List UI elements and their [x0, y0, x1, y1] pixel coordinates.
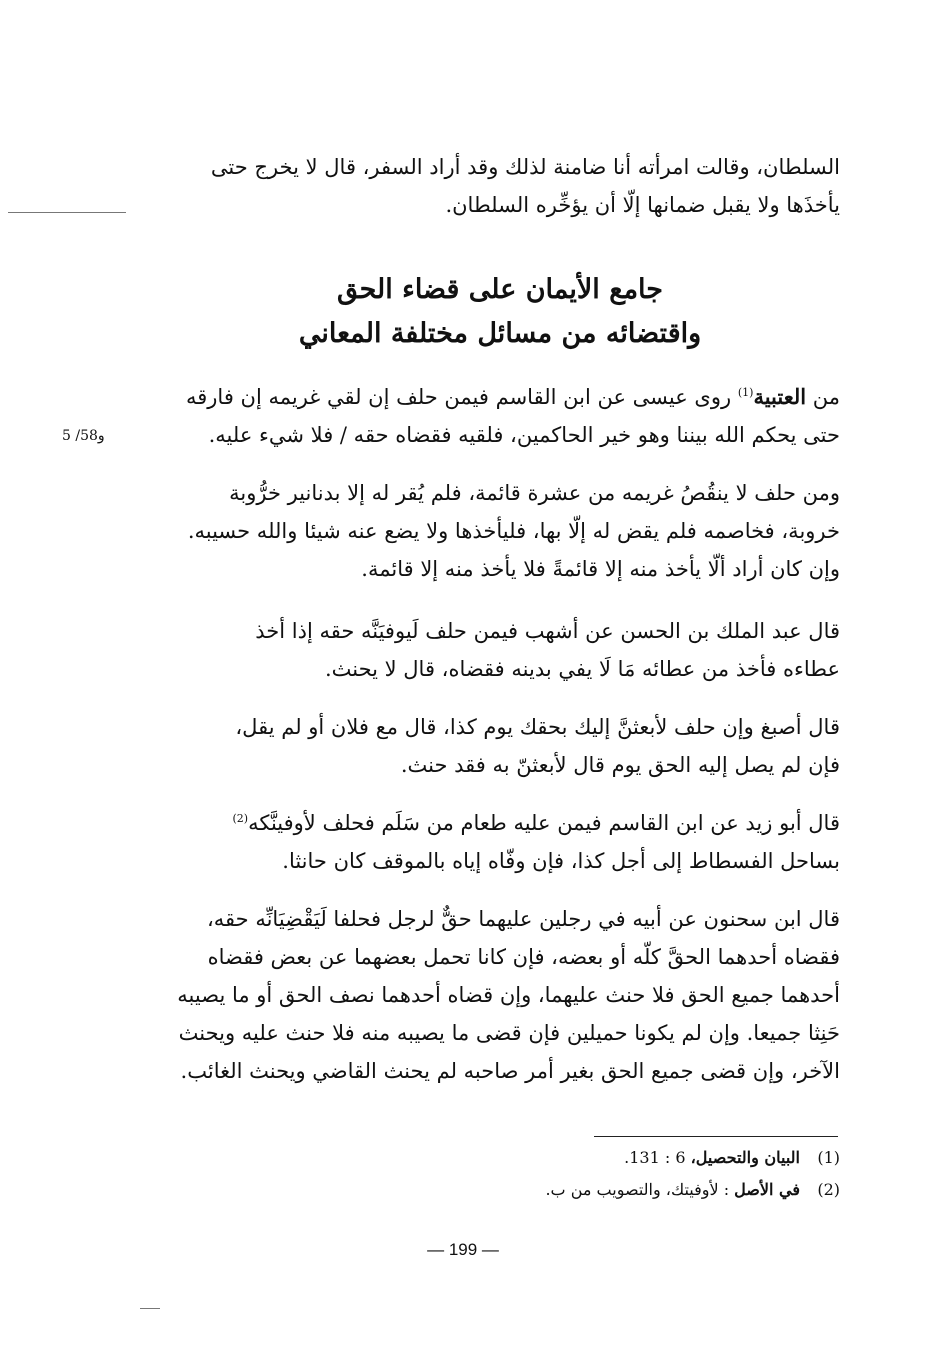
footnote-ref-2: (2): [232, 812, 249, 825]
para5-line-1-text: قال أبو زيد عن ابن القاسم فيمن عليه طعام من سَلَم فحلف لأوفينَّكه: [248, 811, 840, 835]
intro-paragraph: [160, 148, 840, 224]
paragraph-3: [160, 612, 840, 688]
heading-line-1: جامع الأيمان على قضاء الحق: [337, 274, 663, 305]
para2-line-1: ومن حلف لا ينقُصُ غريمه من عشرة قائمة، فلم يُقر له إلا بدنانير خرُّوبة: [229, 481, 840, 505]
para4-line-1: قال أصبغ وإن حلف لأبعثنَّ إليك بحقك يوم كذا، قال مع فلان أو لم يقل،: [235, 715, 840, 739]
scan-mark-bottom: [140, 1308, 160, 1309]
footnote-1-text: [360, 1142, 800, 1174]
para6-line-3: أحدهما جميع الحق فلا حنث عليهما، وإن قضاه أحدهما نصف الحق أو ما يصيبه: [177, 983, 840, 1007]
footnote-2-text: [360, 1174, 800, 1206]
paragraph-5: [160, 804, 840, 880]
para1-line-2: حتى يحكم الله بيننا وهو خير الحاكمين، فلقيه فقضاه حقه / فلا شيء عليه.: [208, 423, 840, 447]
footnote-ref-1: (1): [737, 386, 754, 399]
footnote-2-number: (2): [817, 1180, 840, 1199]
heading-line-2: واقتضائه من مسائل مختلفة المعاني: [298, 318, 702, 349]
para1-line-1-text: روى عيسى عن ابن القاسم فيمن حلف إن لقي غريمه إن فارقه: [185, 385, 732, 409]
para4-line-2: فإن لم يصل إليه الحق يوم قال لأبعثنّ به فقد حنث.: [400, 753, 840, 777]
para1-prefix: من: [812, 385, 840, 409]
footnote-2-source: في الأصل: [734, 1180, 800, 1199]
intro-line-1: السلطان، وقالت امرأته أنا ضامنة لذلك وقد أراد السفر، قال لا يخرج حتى: [210, 155, 840, 179]
para2-line-2: خروبة، فخاصمه فلم يقض له إلّا بها، فليأخذها ولا يضع عنه شيئا والله حسيبه.: [187, 519, 840, 543]
para2-line-3: وإن كان أراد ألّا يأخذ منه إلا قائمةً فلا يأخذ منه إلا قائمة.: [361, 557, 840, 581]
footnote-1-number: (1): [817, 1148, 840, 1167]
para3-line-1: قال عبد الملك بن الحسن عن أشهب فيمن حلف لَيوفيَنَّه حقه إذا أخذ: [255, 619, 840, 643]
footnote-2-detail: : لأوفيتك، والتصويب من ب.: [545, 1180, 735, 1199]
footnotes: [360, 1142, 840, 1206]
para6-line-2: فقضاه أحدهما الحقَّ كلّه أو بعضه، فإن كانا تحمل بعضهما عن بعض فقضاه: [207, 945, 840, 969]
para1-line-1: [160, 378, 840, 416]
footnote-1: [360, 1142, 840, 1174]
scan-mark-left: [8, 212, 126, 213]
footnote-divider: [594, 1136, 838, 1137]
paragraph-2: [160, 474, 840, 588]
para5-line-2: بساحل الفسطاط إلى أجل كذا، فإن وفّاه إياه بالموقف كان حانثا.: [282, 849, 840, 873]
para6-line-4: حَنِثا جميعا. وإن لم يكونا حميلين فإن قضى ما يصيبه منه فلا حنث عليه ويحنث: [178, 1021, 840, 1045]
footnote-2: [360, 1174, 840, 1206]
source-title: العتبية: [753, 384, 807, 409]
intro-line-2: يأخذَها ولا يقبل ضمانها إلّا أن يؤخِّره السلطان.: [445, 193, 840, 217]
paragraph-1: [160, 378, 840, 454]
paragraph-4: [160, 708, 840, 784]
paragraph-6: [160, 900, 840, 1090]
para6-line-1: قال ابن سحنون عن أبيه في رجلين عليهما حقٌّ لرجل فحلفا لَيَقْضِيَانِّه حقه،: [207, 907, 840, 931]
footnote-1-source: البيان والتحصيل،: [690, 1148, 800, 1167]
folio-margin-note: 5 /58و: [62, 428, 105, 444]
footnote-1-detail: 6 : 131.: [624, 1148, 691, 1167]
para6-line-5: الآخر، وإن قضى جميع الحق بغير أمر صاحبه لم يحنث القاضي ويحنث الغائب.: [180, 1059, 840, 1083]
page-number: — 199 —: [427, 1240, 499, 1259]
para5-line-1: [160, 804, 840, 842]
para3-line-2: عطاءه فأخذ من عطائه مَا لَا يفي بدينه فقضاه، قال لا يحنث.: [324, 657, 840, 681]
section-heading: [160, 268, 840, 356]
